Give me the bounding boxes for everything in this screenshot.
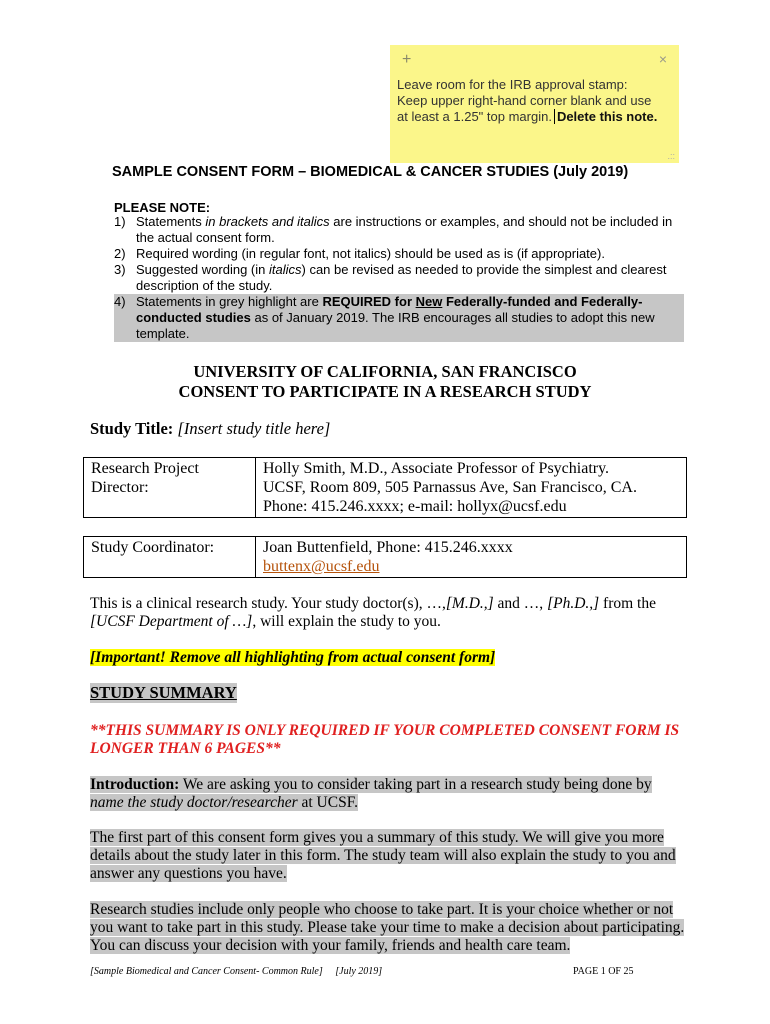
please-note-list <box>114 214 684 342</box>
list-item: 1) Statements in brackets and italics are instructions or examples, and should not be included in the actual consent form. <box>114 214 673 245</box>
coordinator-table <box>83 536 687 578</box>
director-label: Research Project Director: <box>84 458 256 518</box>
research-choice-paragraph: Research studies include only people who choose to take part. It is your choice whether or not you want to take part in this study. Please take your time to make a decision about participating. You can discuss your decision with your family, friends and health care team. <box>90 901 685 954</box>
intro-paragraph: This is a clinical research study. Your study doctor(s), …,[M.D.,] and …, [Ph.D.,] from the [UCSF Department of …], will explain the study to you. <box>90 595 656 630</box>
summary-required-note: **THIS SUMMARY IS ONLY REQUIRED IF YOUR COMPLETED CONSENT FORM IS LONGER THAN 6 PAGES** <box>90 722 680 757</box>
coordinator-email-link[interactable]: buttenx@ucsf.edu <box>263 558 380 575</box>
introduction-paragraph: Introduction: We are asking you to consider taking part in a research study being done by name the study doctor/researcher at UCSF. <box>90 776 652 811</box>
coordinator-details: Joan Buttenfield, Phone: 415.246.xxxx buttenx@ucsf.edu <box>256 537 687 578</box>
first-part-paragraph: The first part of this consent form gives you a summary of this study. We will give you more details about the study later in this form. The study team will also explain the study to you and answer any questions you have. <box>90 829 676 882</box>
consent-heading: CONSENT TO PARTICIPATE IN A RESEARCH STUDY <box>178 382 592 401</box>
study-title: Study Title: [Insert study title here] <box>90 419 331 438</box>
important-note: [Important! Remove all highlighting from actual consent form] <box>90 649 496 666</box>
add-note-icon[interactable]: + <box>402 51 412 68</box>
list-item: 4) Statements in grey highlight are REQUIRED for New Federally-funded and Federally-conducted studies as of January 2019. The IRB encourages all studies to adopt this new template. <box>114 294 684 342</box>
note-text: Leave room for the IRB approval stamp: Keep upper right-hand corner blank and use at least a 1.25" top margin. Delete this note. <box>397 77 658 124</box>
university-heading: UNIVERSITY OF CALIFORNIA, SAN FRANCISCO <box>193 362 577 381</box>
close-icon[interactable]: × <box>658 51 667 67</box>
study-summary-heading: STUDY SUMMARY <box>90 683 237 702</box>
page-footer: [Sample Biomedical and Cancer Consent- Common Rule] [July 2019] PAGE 1 OF 25 <box>90 966 634 977</box>
page-number: PAGE 1 OF 25 <box>573 966 634 977</box>
list-item: 3) Suggested wording (in italics) can be revised as needed to provide the simplest and clearest description of the study. <box>114 262 667 293</box>
resize-grip-icon[interactable]: .:: <box>667 151 675 161</box>
delete-note-button[interactable]: Delete this note. <box>556 109 658 124</box>
form-title: SAMPLE CONSENT FORM – BIOMEDICAL & CANCER STUDIES (July 2019) <box>112 164 629 180</box>
director-details: Holly Smith, M.D., Associate Professor of Psychiatry. UCSF, Room 809, 505 Parnassus Ave, San Francisco, CA. Phone: 415.246.xxxx; e-mail: hollyx@ucsf.edu <box>256 458 687 518</box>
please-note-heading: PLEASE NOTE: <box>114 200 211 215</box>
coordinator-label: Study Coordinator: <box>84 537 256 578</box>
irb-sticky-note[interactable] <box>390 45 679 163</box>
list-item: 2) Required wording (in regular font, not italics) should be used as is (if appropriate). <box>114 246 605 261</box>
director-table <box>83 457 687 518</box>
